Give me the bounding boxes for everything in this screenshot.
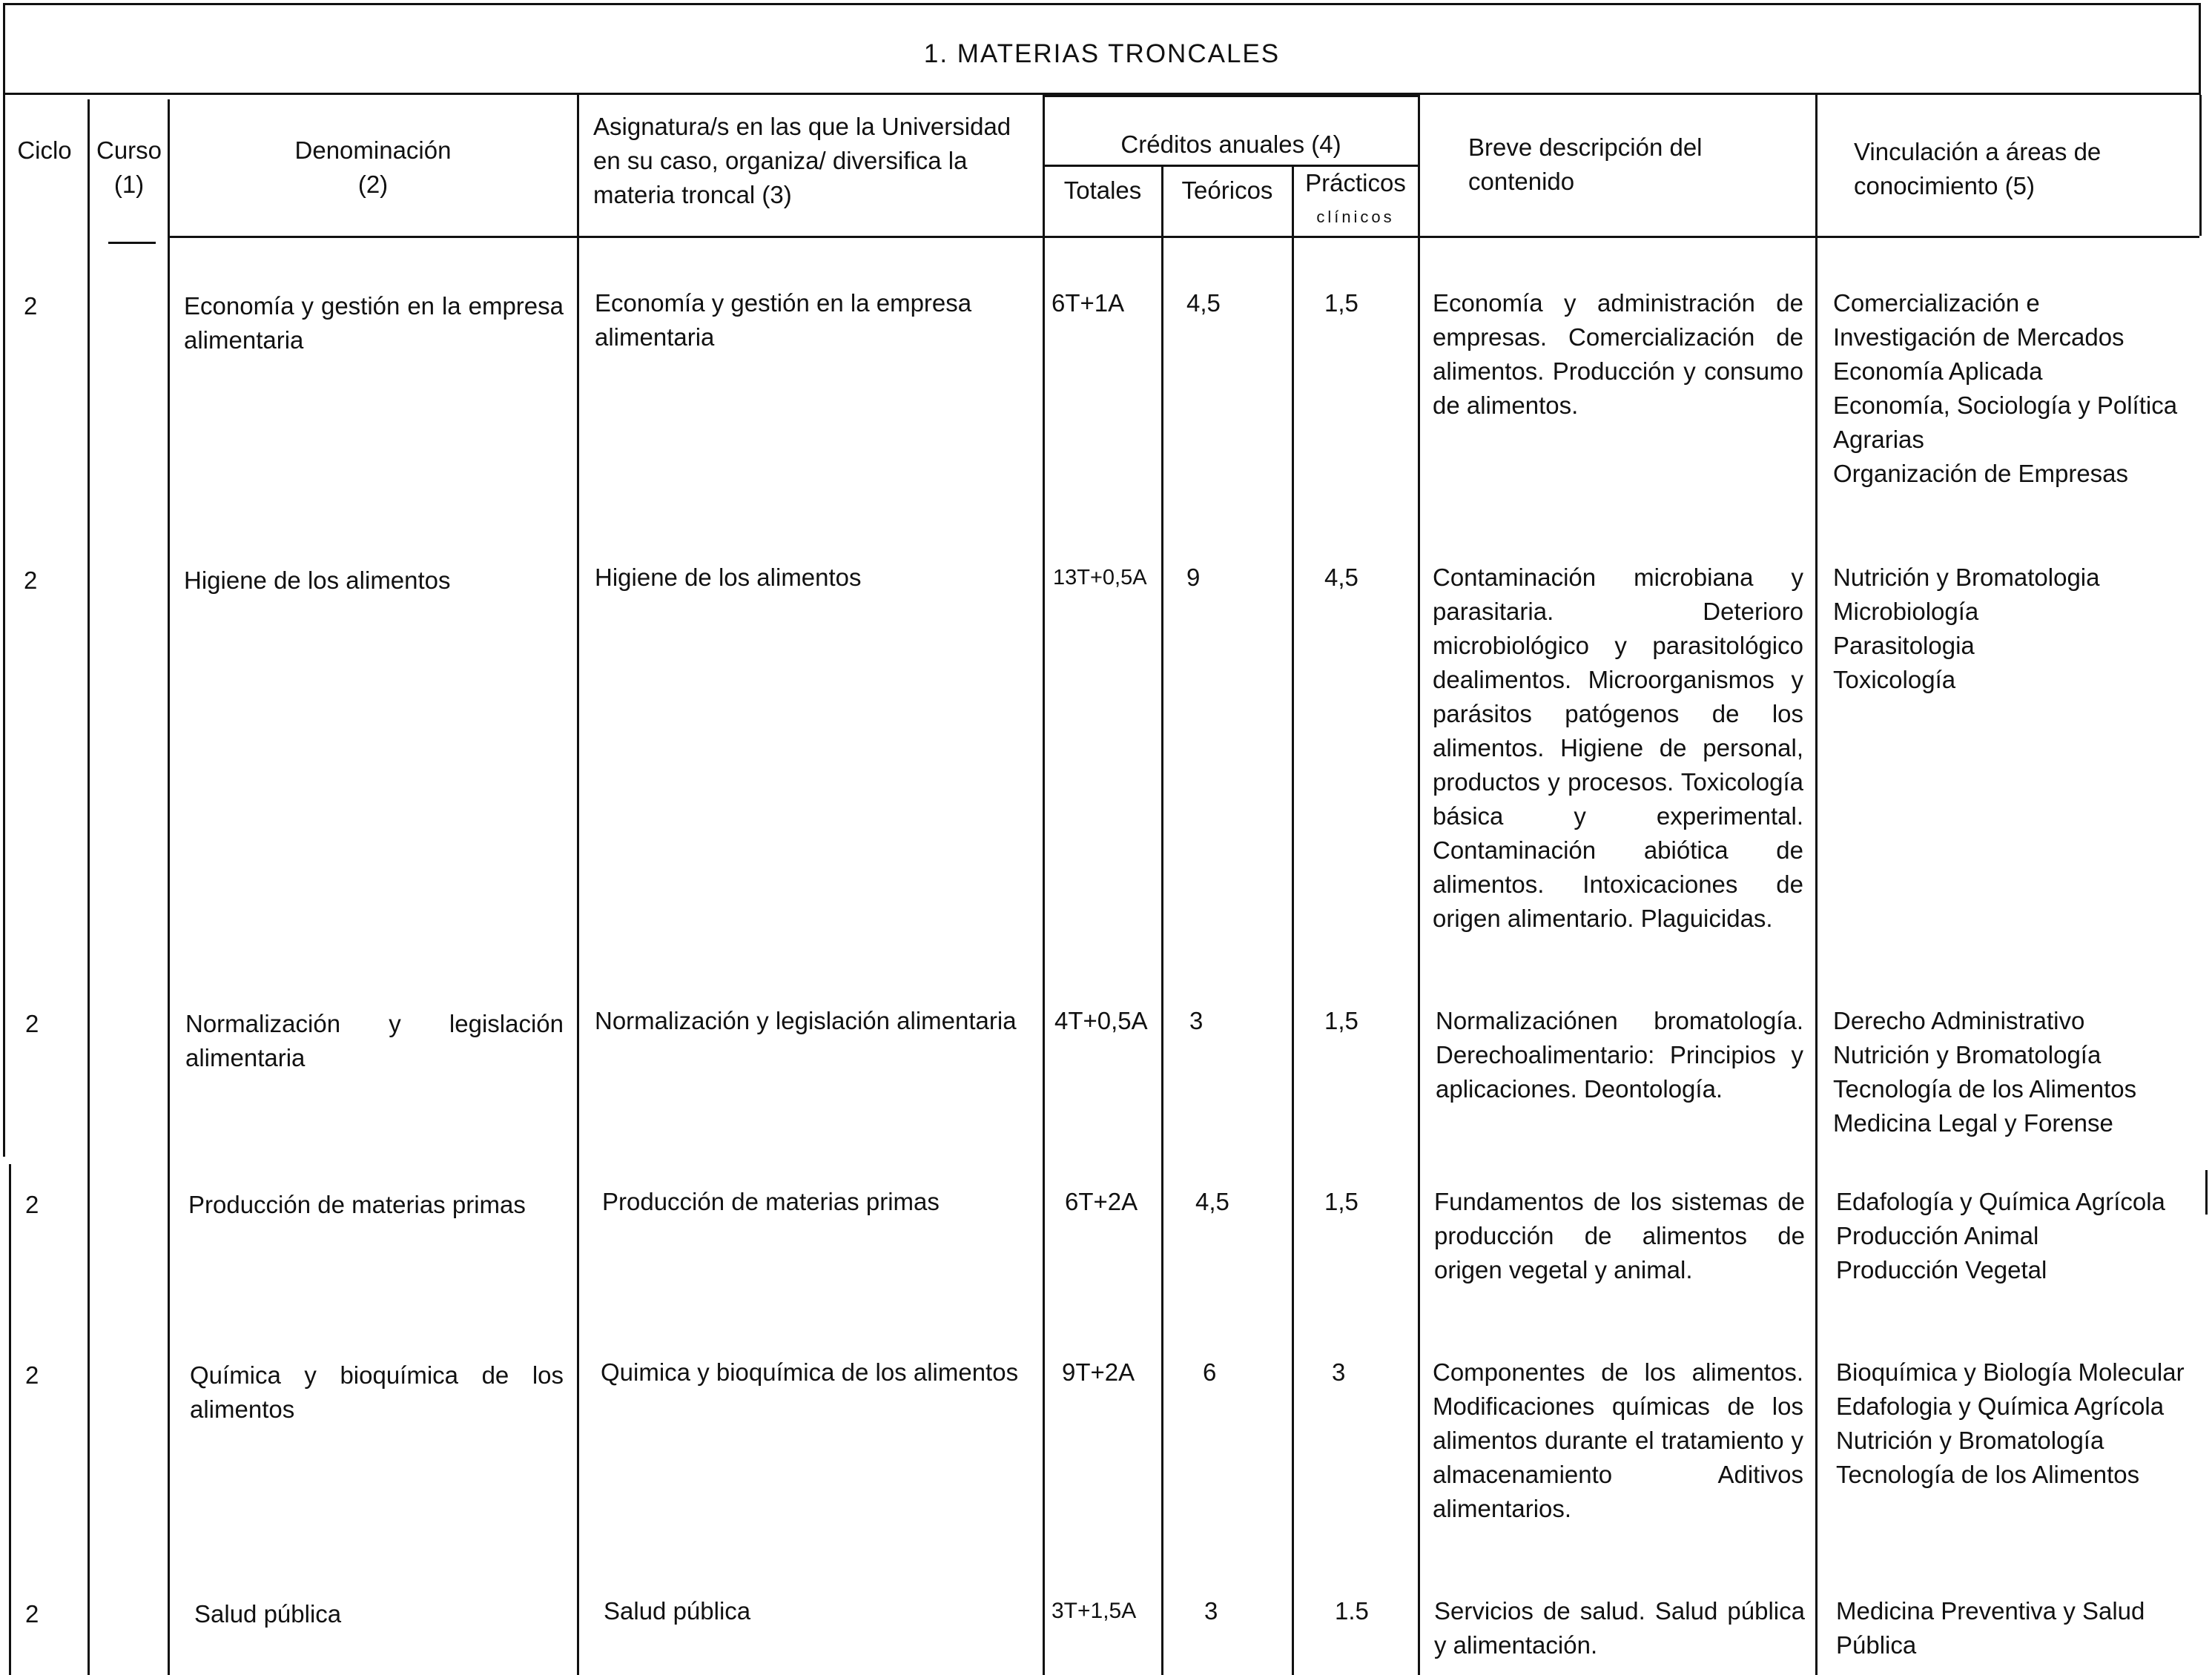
- row2-denominacion: Higiene de los alimentos: [184, 566, 451, 594]
- col-line-vinculacion: [1815, 95, 1818, 1675]
- row2-ciclo: 2: [24, 566, 38, 594]
- col-line-asignatura: [577, 95, 579, 1675]
- header-totales: [1046, 174, 1160, 208]
- col-line-ciclo: [3, 95, 5, 1157]
- col-line-practicos: [1292, 165, 1294, 1675]
- row4-descripcion: Fundamentos de los sistemas de producción de alimentos de origen vegetal y animal.: [1434, 1188, 1805, 1283]
- header-clinicos-label: clínicos: [1316, 208, 1395, 226]
- col-line-denominacion: [168, 99, 170, 1675]
- col-line-right-lower: [2205, 1170, 2208, 1215]
- row2-asignatura: Higiene de los alimentos: [595, 564, 862, 591]
- row3-descripcion: Normalizaciónen bromatología. Derechoalimentario: Principios y aplicaciones. Deontología.: [1436, 1007, 1803, 1103]
- row6-totales: 3T+1,5A: [1051, 1599, 1137, 1623]
- row1-area-4: Organización de Empresas: [1833, 460, 2129, 487]
- row5-areas: [1836, 1355, 2199, 1492]
- row5-teoricos: 6: [1203, 1358, 1217, 1386]
- row1-areas: [1833, 286, 2189, 491]
- col-line-totales: [1043, 95, 1045, 1675]
- header-creditos-label: Créditos anuales (4): [1120, 131, 1341, 158]
- row4-totales: 6T+2A: [1065, 1188, 1138, 1215]
- row5-asignatura: Quimica y bioquímica de los alimentos: [601, 1358, 1019, 1386]
- row5-denominacion: Química y bioquímica de los alimentos: [190, 1361, 564, 1423]
- header-vinculacion-label: Vinculación a áreas de conocimiento (5): [1854, 138, 2102, 199]
- row3-totales: 4T+0,5A: [1054, 1007, 1148, 1034]
- row3-teoricos: 3: [1189, 1007, 1204, 1034]
- col-line-curso: [88, 99, 90, 1675]
- row3-areas: [1833, 1004, 2189, 1140]
- row3-area-3: Tecnología de los Alimentos: [1833, 1075, 2137, 1103]
- header-asignatura-label: Asignatura/s en las que la Universidad en su caso, organiza/ diversifica la materia troncal (3): [593, 113, 1011, 208]
- header-denominacion: [171, 133, 575, 202]
- col-line-descripcion: [1418, 95, 1420, 1675]
- row4-denominacion: Producción de materias primas: [188, 1191, 526, 1218]
- row1-denominacion: Economía y gestión en la empresa alimentaria: [184, 292, 564, 354]
- creditos-top-line: [1043, 95, 1418, 97]
- row4-area-1: Edafología y Química Agrícola: [1836, 1188, 2165, 1215]
- header-descripcion-label: Breve descripción del contenido: [1468, 133, 1703, 195]
- header-practicos-label: Prácticos: [1305, 169, 1406, 196]
- row2-descripcion: Contaminación microbiana y parasitaria. Deterioro microbiológico y parasitológico dealimentos. Microorganismos y parásitos patógenos de los alimentos. Higiene de personal, productos y procesos. Toxicología básica y experimental. Contaminación abiótica de alimentos. Intoxicaciones de origen alimentario. Plaguicidas.: [1433, 564, 1803, 932]
- row2-areas: [1833, 561, 2189, 697]
- row3-area-4: Medicina Legal y Forense: [1833, 1109, 2113, 1137]
- row2-area-2: Microbiología: [1833, 598, 1979, 625]
- col-line-teoricos: [1161, 165, 1163, 1675]
- row5-totales: 9T+2A: [1062, 1358, 1135, 1386]
- row5-area-4: Tecnología de los Alimentos: [1836, 1461, 2140, 1488]
- row5-area-3: Nutrición y Bromatología: [1836, 1427, 2104, 1454]
- row6-practicos: 1.5: [1335, 1597, 1369, 1625]
- row6-denominacion: Salud pública: [194, 1600, 342, 1628]
- row1-teoricos: 4,5: [1186, 289, 1221, 317]
- header-teoricos-label: Teóricos: [1181, 176, 1273, 204]
- header-descripcion: [1468, 131, 1765, 199]
- header-ciclo-label: Ciclo: [17, 136, 72, 164]
- row4-areas: [1836, 1185, 2199, 1287]
- header-vinculacion: [1854, 135, 2165, 203]
- row3-denominacion: Normalización y legislación alimentaria: [185, 1010, 564, 1071]
- row2-practicos: 4,5: [1324, 564, 1358, 591]
- row3-ciclo: 2: [25, 1010, 39, 1037]
- row3-area-2: Nutrición y Bromatología: [1833, 1041, 2102, 1068]
- row5-ciclo: 2: [25, 1361, 39, 1389]
- row5-practicos: 3: [1332, 1358, 1346, 1386]
- row4-ciclo: 2: [25, 1191, 39, 1218]
- header-creditos: [1046, 128, 1416, 162]
- row1-area-1: Comercialización e Investigación de Mercados: [1833, 289, 2124, 351]
- row5-area-1: Bioquímica y Biología Molecular: [1836, 1358, 2185, 1386]
- header-denominacion-label: Denominación: [294, 136, 452, 164]
- row2-area-3: Parasitologia: [1833, 632, 1975, 659]
- header-curso-label: Curso: [96, 136, 162, 164]
- row6-area-1: Medicina Preventiva y Salud Pública: [1836, 1597, 2145, 1659]
- row2-area-4: Toxicología: [1833, 666, 1956, 693]
- header-curso: [90, 133, 168, 202]
- row3-practicos: 1,5: [1324, 1007, 1358, 1034]
- row2-totales: 13T+0,5A: [1053, 566, 1147, 589]
- row4-practicos: 1,5: [1324, 1188, 1358, 1215]
- header-ciclo: [4, 133, 85, 168]
- header-bottom-line: [168, 236, 2199, 238]
- row6-teoricos: 3: [1204, 1597, 1218, 1625]
- table-title: 1. MATERIAS TRONCALES: [923, 39, 1281, 68]
- row2-teoricos: 9: [1186, 564, 1201, 591]
- header-practicos: [1295, 166, 1416, 234]
- row1-practicos: 1,5: [1324, 289, 1358, 317]
- row6-areas: [1836, 1594, 2199, 1662]
- col-line-ciclo-lower: [9, 1164, 11, 1675]
- row1-descripcion: Economía y administración de empresas. Comercialización de alimentos. Producción y consumo de alimentos.: [1433, 289, 1803, 419]
- header-asignatura: [593, 110, 1023, 212]
- row2-area-1: Nutrición y Bromatologia: [1833, 564, 2100, 591]
- header-curso-note: (1): [113, 171, 145, 198]
- row4-area-2: Producción Animal: [1836, 1222, 2039, 1249]
- row3-asignatura: Normalización y legislación alimentaria: [595, 1007, 1017, 1034]
- row6-ciclo: 2: [25, 1600, 39, 1628]
- row1-area-3: Economía, Sociología y Política Agrarias: [1833, 392, 2178, 453]
- row6-asignatura: Salud pública: [604, 1597, 751, 1625]
- row4-area-3: Producción Vegetal: [1836, 1256, 2047, 1283]
- curso-underline: [108, 242, 156, 244]
- row4-teoricos: 4,5: [1195, 1188, 1229, 1215]
- row5-descripcion: Componentes de los alimentos. Modificaciones químicas de los alimentos durante el tratamiento y almacenamiento Aditivos alimentarios.: [1433, 1358, 1803, 1522]
- row6-descripcion: Servicios de salud. Salud pública y alimentación.: [1434, 1597, 1805, 1659]
- header-teoricos: [1164, 174, 1290, 208]
- row1-asignatura: Economía y gestión en la empresa alimentaria: [595, 289, 972, 351]
- col-line-right: [2199, 95, 2202, 236]
- row3-area-1: Derecho Administrativo: [1833, 1007, 2085, 1034]
- row5-area-2: Edafologia y Química Agrícola: [1836, 1392, 2165, 1420]
- header-denominacion-note: (2): [357, 171, 389, 198]
- row1-ciclo: 2: [24, 292, 38, 320]
- header-totales-label: Totales: [1063, 176, 1142, 204]
- row1-totales: 6T+1A: [1051, 289, 1125, 317]
- row1-area-2: Economía Aplicada: [1833, 357, 2043, 385]
- title-box: [3, 3, 2201, 95]
- row4-asignatura: Producción de materias primas: [602, 1188, 940, 1215]
